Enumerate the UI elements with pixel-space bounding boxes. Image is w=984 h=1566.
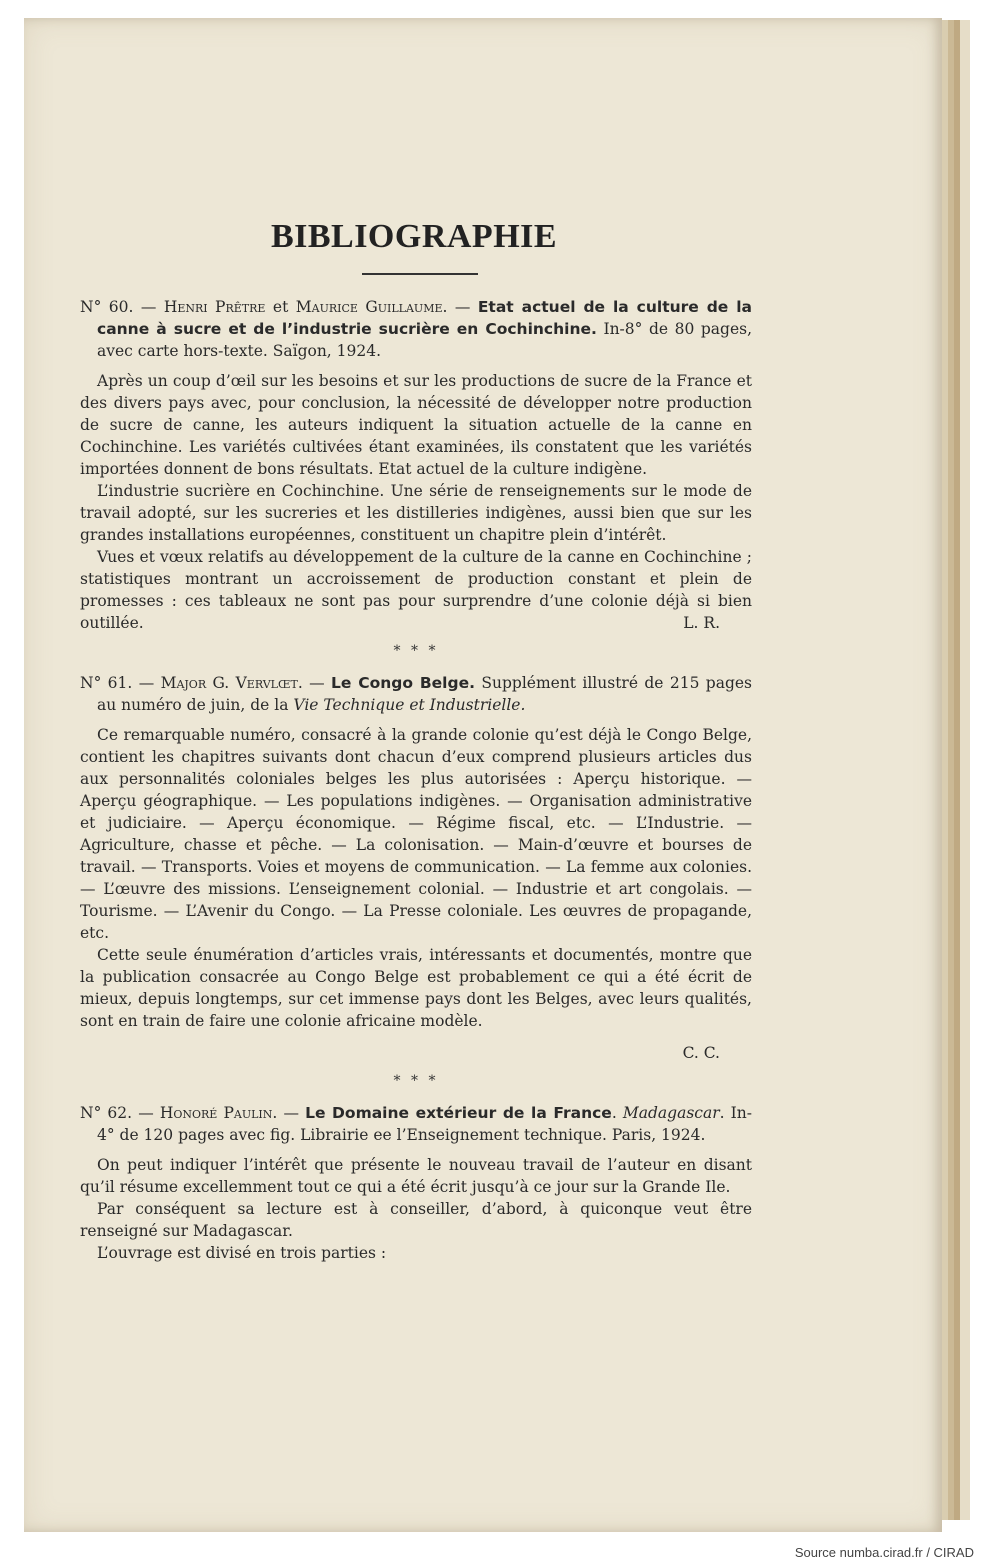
paragraph: L’ouvrage est divisé en trois parties : <box>97 1244 387 1262</box>
page-title: BIBLIOGRAPHIE <box>270 218 558 255</box>
entry-61 <box>80 672 752 1064</box>
paragraph: Par conséquent sa lecture est à conseiller, d’abord, à quiconque veut être renseigné sur Madagascar. <box>80 1200 752 1240</box>
source-credit: Source numba.cirad.fr / CIRAD <box>794 1545 974 1560</box>
section-separator: * * * <box>393 643 439 659</box>
page-edge <box>960 20 970 1520</box>
title-rule <box>362 273 478 275</box>
paragraph: Cette seule énumération d’articles vrais, intéressants et documentés, montre que la publication consacrée au Congo Belge est probablement ce qui a été écrit de mieux, depuis longtemps, sur cet immense pays dont les Belges, avec leurs qualités, sont en train de faire une colonie africaine modèle. <box>80 946 752 1030</box>
entry-heading: N° 62. — Honoré Paulin. — Le Domaine extérieur de la France. Madagascar. In-4° de 120 pages avec fig. Librairie ee l’Enseignement technique. Paris, 1924. <box>80 1104 753 1144</box>
paragraph: Après un coup d’œil sur les besoins et sur les productions de sucre de la France et des divers pays avec, pour conclusion, la nécessité de développer notre production de sucre de canne, les auteurs indiquent la situation actuelle de la canne en Cochinchine. Les variétés cultivées étant examinées, ils constatent que les variétés importées donnent de bons résultats. Etat actuel de la culture indigène. <box>80 372 752 478</box>
entry-60 <box>80 296 752 634</box>
signature: C. C. <box>682 1044 720 1062</box>
entry-62 <box>80 1102 752 1264</box>
paragraph: Ce remarquable numéro, consacré à la grande colonie qu’est déjà le Congo Belge, contient les chapitres suivants dont chacun d’eux comprend plusieurs articles dus aux personnalités coloniales belges les plus autorisées : Aperçu historique. — Aperçu géographique. — Les populations indigènes. — Organisation administrative et judiciaire. — Aperçu économique. — Régime fiscal, etc. — L’Industrie. — Agriculture, chasse et pêche. — La colonisation. — Main-d’œuvre et bourses de travail. — Transports. Voies et moyens de communication. — La femme aux colonies. — L’œuvre des missions. L’enseignement colonial. — Industrie et art congolais. — Tourisme. — L’Avenir du Congo. — La Presse coloniale. Les œuvres de propagande, etc. <box>80 726 752 942</box>
paragraph: Vues et vœux relatifs au développement de la culture de la canne en Cochinchine ; statistiques montrant un accroissement de production constant et plein de promesses : ces tableaux ne sont pas pour surprendre d’une colonie déjà si bien outillée. <box>80 548 752 632</box>
book-page <box>24 18 942 1532</box>
entry-heading: N° 60. — Henri Prêtre et Maurice Guillaume. — Etat actuel de la culture de la canne à sucre et de l’industrie sucrière en Cochinchine. In-8° de 80 pages, avec carte hors-texte. Saïgon, 1924. <box>80 298 753 360</box>
paragraph: L’industrie sucrière en Cochinchine. Une série de renseignements sur le mode de travail adopté, sur les sucreries et les distilleries indigènes, aussi bien que sur les grandes installations européennes, constituent un chapitre plein d’intérêt. <box>80 482 752 544</box>
entries-column <box>80 296 752 1264</box>
section-separator: * * * <box>393 1073 439 1089</box>
paragraph: On peut indiquer l’intérêt que présente le nouveau travail de l’auteur en disant qu’il résume excellemment tout ce qui a été écrit jusqu’à ce jour sur la Grande Ile. <box>80 1156 752 1196</box>
signature: L. R. <box>683 614 720 632</box>
entry-heading: N° 61. — Major G. Vervlœt. — Le Congo Belge. Supplément illustré de 215 pages au numéro de juin, de la Vie Technique et Industrielle. <box>80 674 753 714</box>
